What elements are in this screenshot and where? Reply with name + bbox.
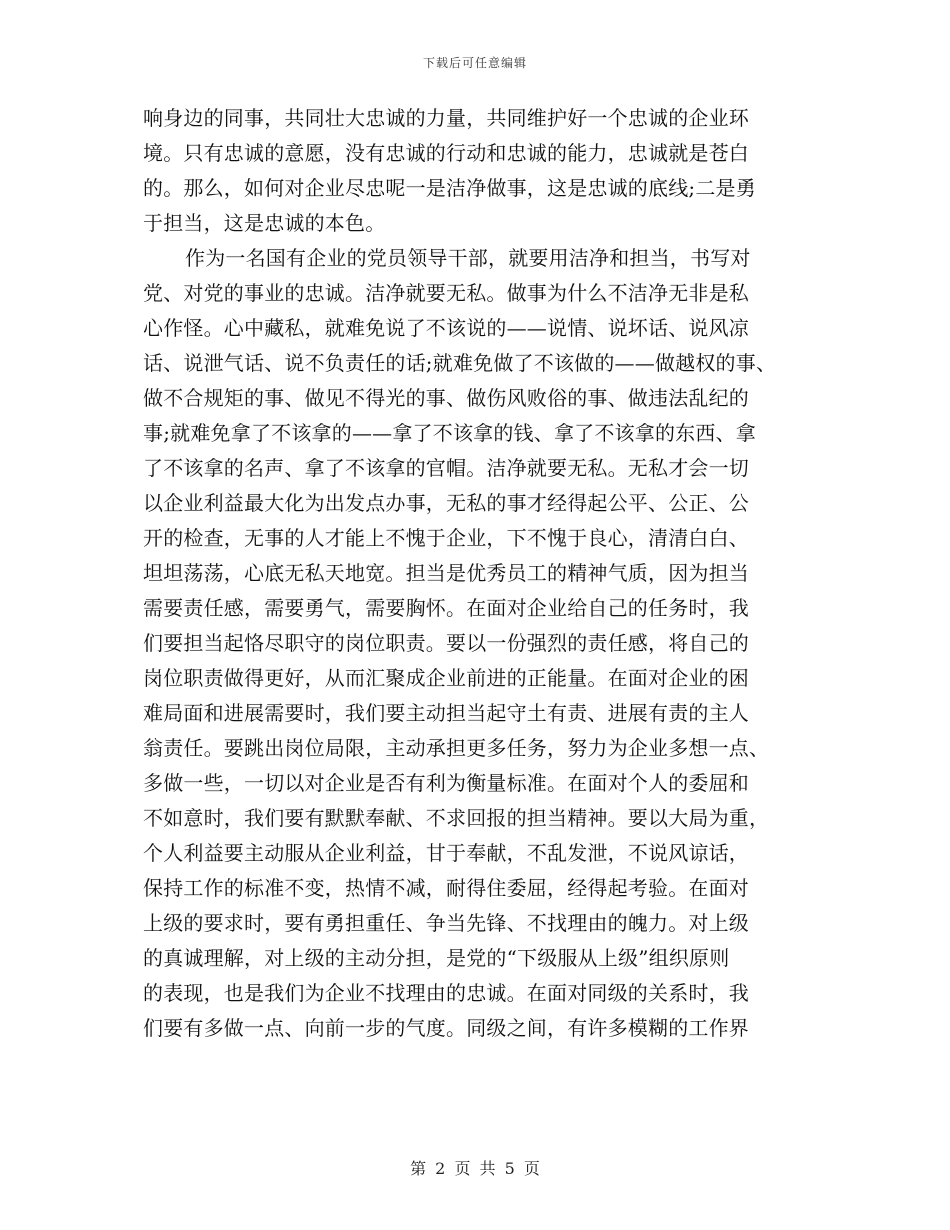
text-line: 于担当，这是忠诚的本色。 xyxy=(143,211,386,235)
text-line: 事;就难免拿了不该拿的——拿了不该拿的钱、拿了不该拿的东西、拿 xyxy=(143,421,756,445)
text-line: 个人利益要主动服从企业利益，甘于奉献，不乱发泄，不说风谅话， xyxy=(143,841,749,865)
text-line: 了不该拿的名声、拿了不该拿的官帽。洁净就要无私。无私才会一切 xyxy=(143,456,749,480)
text-line: 们要有多做一点、向前一步的气度。同级之间，有许多模糊的工作界 xyxy=(143,1016,749,1040)
text-line: 的表现，也是我们为企业不找理由的忠诚。在面对同级的关系时，我 xyxy=(143,981,749,1005)
page-header: 下载后可任意编辑 xyxy=(422,56,527,70)
text-line: 响身边的同事，共同壮大忠诚的力量，共同维护好一个忠诚的企业环 xyxy=(143,106,749,130)
text-line: 开的检查，无事的人才能上不愧于企业，下不愧于良心，清清白白、 xyxy=(143,526,749,550)
text-line: 保持工作的标准不变，热情不减，耐得住委屈，经得起考验。在面对 xyxy=(143,876,749,900)
text-line: 翁责任。要跳出岗位局限，主动承担更多任务，努力为企业多想一点、 xyxy=(143,736,770,760)
text-line: 多做一些，一切以对企业是否有利为衡量标准。在面对个人的委屈和 xyxy=(143,771,749,795)
text-line: 心作怪。心中藏私，就难免说了不该说的——说情、说坏话、说风凉 xyxy=(143,316,749,340)
text-line: 需要责任感，需要勇气，需要胸怀。在面对企业给自己的任务时，我 xyxy=(143,596,749,620)
page-number-footer: 第 2 页 共 5 页 xyxy=(410,1159,540,1178)
text-line: 的真诚理解，对上级的主动分担，是党的“下级服从上级”组织原则 xyxy=(143,946,730,970)
text-line: 不如意时，我们要有默默奉献、不求回报的担当精神。要以大局为重， xyxy=(143,806,770,830)
text-line: 们要担当起恪尽职守的岗位职责。要以一份强烈的责任感，将自己的 xyxy=(143,631,749,655)
text-line: 党、对党的事业的忠诚。洁净就要无私。做事为什么不洁净无非是私 xyxy=(143,281,749,305)
text-line: 话、说泄气话、说不负责任的话;就难免做了不该做的——做越权的事、 xyxy=(143,351,777,375)
text-line: 坦坦荡荡，心底无私天地宽。担当是优秀员工的精神气质，因为担当 xyxy=(143,561,749,585)
text-line: 上级的要求时，要有勇担重任、争当先锋、不找理由的魄力。对上级 xyxy=(143,911,749,935)
text-line: 做不合规矩的事、做见不得光的事、做伤风败俗的事、做违法乱纪的 xyxy=(143,386,749,410)
text-line: 难局面和进展需要时，我们要主动担当起守土有责、进展有责的主人 xyxy=(143,701,749,725)
text-line: 作为一名国有企业的党员领导干部，就要用洁净和担当，书写对 xyxy=(185,246,751,270)
document-body xyxy=(143,101,823,1046)
text-line: 境。只有忠诚的意愿，没有忠诚的行动和忠诚的能力，忠诚就是苍白 xyxy=(143,141,749,165)
text-line: 以企业利益最大化为出发点办事，无私的事才经得起公平、公正、公 xyxy=(143,491,749,515)
text-line: 的。那么，如何对企业尽忠呢一是洁净做事，这是忠诚的底线;二是勇 xyxy=(143,176,756,200)
text-line: 岗位职责做得更好，从而汇聚成企业前进的正能量。在面对企业的困 xyxy=(143,666,749,690)
